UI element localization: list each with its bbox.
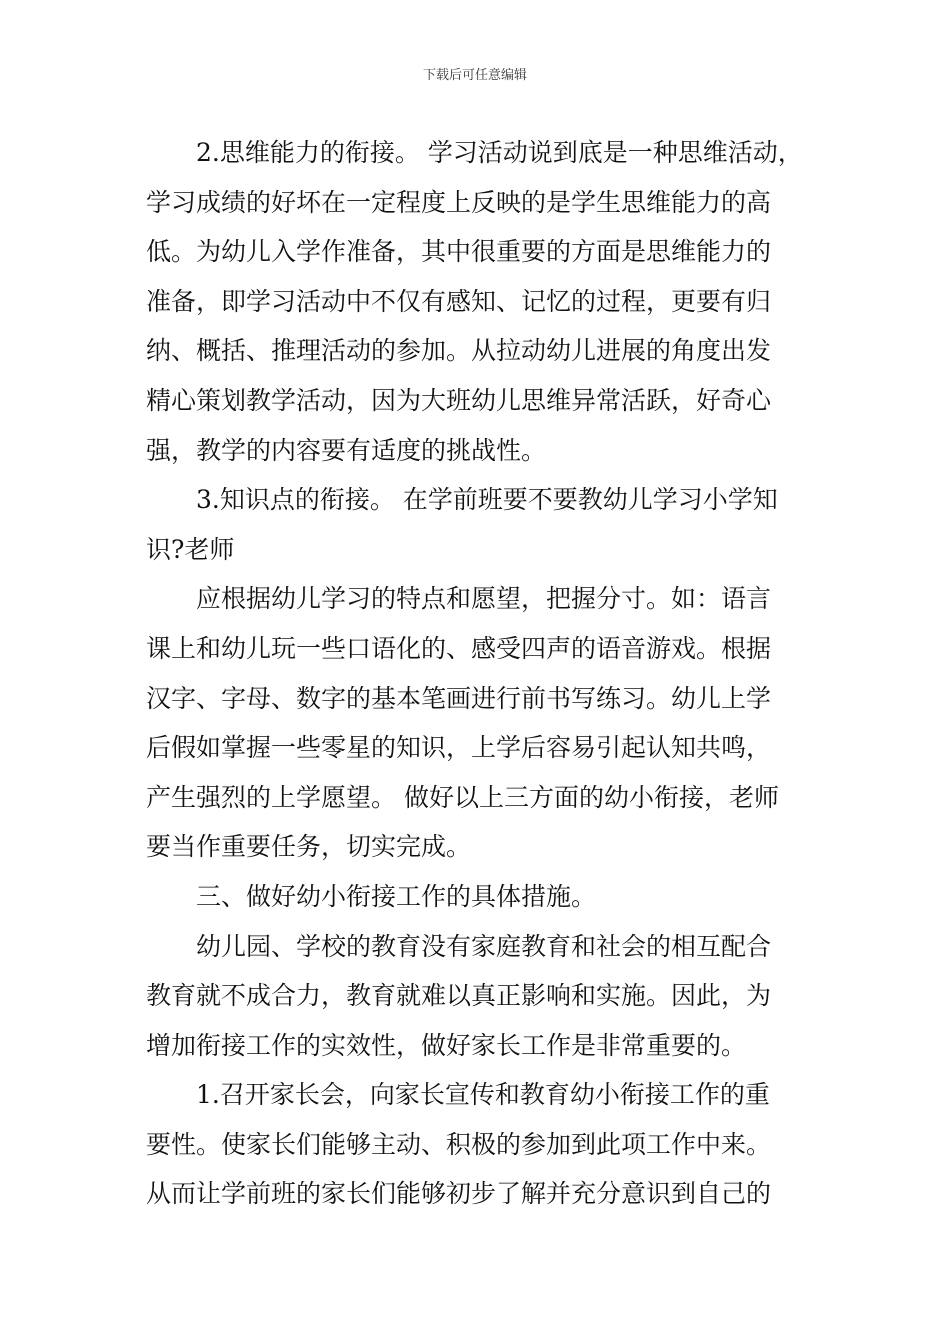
page-header: 下载后可任意编辑 xyxy=(422,68,527,83)
text-line: 准备，即学习活动中不仅有感知、记忆的过程，更要有归 xyxy=(146,286,772,316)
text-line: 强，教学的内容要有适度的挑战性。 xyxy=(146,435,547,465)
text-line: 低。为幼儿入学作准备，其中很重要的方面是思维能力的 xyxy=(146,237,772,267)
text-line: 3.知识点的衔接。 在学前班要不要教幼儿学习小学知 xyxy=(196,485,778,515)
text-line: 产生强烈的上学愿望。 做好以上三方面的幼小衔接，老师 xyxy=(146,782,779,812)
text-line: 识?老师 xyxy=(146,534,235,564)
text-line: 要性。使家长们能够主动、积极的参加到此项工作中来。 xyxy=(146,1129,772,1159)
text-line: 幼儿园、学校的教育没有家庭教育和社会的相互配合 xyxy=(196,931,772,961)
text-line: 精心策划教学活动，因为大班幼儿思维异常活跃，好奇心 xyxy=(146,385,772,415)
text-line: 从而让学前班的家长们能够初步了解并充分意识到自己的 xyxy=(146,1179,772,1209)
text-line: 1.召开家长会，向家长宣传和教育幼小衔接工作的重 xyxy=(196,1080,770,1110)
text-line: 要当作重要任务，切实完成。 xyxy=(146,832,472,862)
section-heading: 三、做好幼小衔接工作的具体措施。 xyxy=(196,881,597,911)
text-line: 2.思维能力的衔接。 学习活动说到底是一种思维活动， xyxy=(196,138,803,167)
document-body xyxy=(146,128,810,1219)
text-line: 学习成绩的好坏在一定程度上反映的是学生思维能力的高 xyxy=(146,187,772,217)
text-line: 增加衔接工作的实效性，做好家长工作是非常重要的。 xyxy=(146,1030,747,1060)
text-line: 应根据幼儿学习的特点和愿望，把握分寸。如：语言 xyxy=(196,584,772,614)
text-line: 课上和幼儿玩一些口语化的、感受四声的语音游戏。根据 xyxy=(146,633,772,663)
text-line: 纳、概括、推理活动的参加。从拉动幼儿进展的角度出发 xyxy=(146,336,772,366)
text-line: 后假如掌握一些零星的知识，上学后容易引起认知共鸣， xyxy=(146,733,772,763)
text-line: 汉字、字母、数字的基本笔画进行前书写练习。幼儿上学 xyxy=(146,683,772,713)
text-line: 教育就不成合力，教育就难以真正影响和实施。因此，为 xyxy=(146,981,772,1011)
